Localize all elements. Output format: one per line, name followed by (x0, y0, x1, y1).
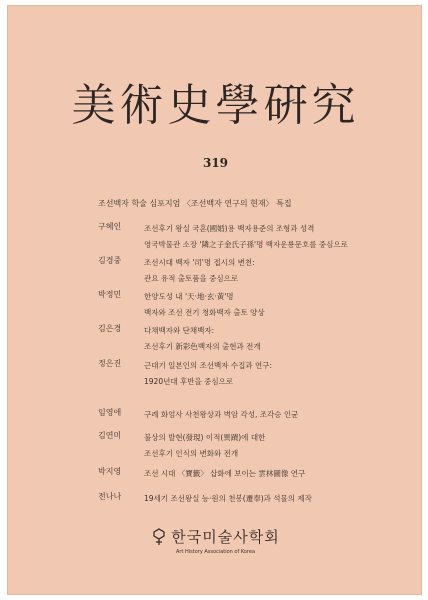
toc-author: 전나나 (98, 492, 122, 501)
toc-title-line: 구례 화엄사 사천왕상과 벽암 각성, 조각승 인균 (144, 410, 299, 419)
toc-author: 박지영 (98, 467, 122, 476)
journal-cover (7, 5, 422, 595)
toc-author: 정은진 (98, 359, 122, 368)
toc-author: 임영애 (98, 408, 122, 417)
toc-author: 김경중 (98, 256, 122, 265)
toc-author: 구혜인 (98, 222, 122, 231)
toc-author: 김연미 (98, 431, 122, 440)
toc-title-line: 조선후기 新彩色백자의 출현과 전개 (144, 342, 261, 351)
toc-title-line: 영국박물관 소장 '隣之子金氏子孫'명 백자운룡문호를 중심으로 (144, 240, 348, 249)
issue-number: 319 (202, 156, 229, 170)
toc-title-line: 한양도성 내 '天·地·玄·黃'명 (144, 292, 234, 301)
publisher-name-english: Art History Association of Korea (175, 549, 256, 555)
publisher-block (8, 526, 423, 555)
publisher-name: 한국미술사학회 (171, 528, 280, 546)
publisher-logo-icon (151, 528, 167, 546)
special-section-heading: 조선백자 학술 심포지엄 〈조선백자 연구의 현재〉 특집 (98, 199, 292, 208)
toc-author: 박정민 (98, 290, 122, 299)
toc-title-line: 19세기 조선왕실 능·원의 천봉(遷奉)과 석물의 제작 (144, 494, 312, 503)
table-of-contents (8, 6, 423, 596)
toc-author: 김은경 (98, 324, 122, 333)
toc-title-line: 조선 시대 〈寶籤〉 삽화에 보이는 雲林圖像 연구 (144, 469, 306, 478)
toc-title-line: 조선시대 백자 '司'명 접시의 변천: (144, 258, 255, 267)
toc-title-line: 관요 유적 출토품을 중심으로 (144, 274, 239, 283)
toc-title-line: 다채백자와 단채백자: (144, 326, 215, 335)
toc-title-line: 백자와 조선 전기 청화백자 출토 양상 (144, 308, 265, 317)
toc-title-line: 조선후기 인식의 변화와 전개 (144, 449, 239, 458)
toc-title-line: 불상의 발현(發現) 이적(異蹟)에 대한 (144, 433, 266, 442)
journal-title: 美術史學硏究 (71, 80, 360, 131)
toc-title-line: 1920년대 후반을 중심으로 (144, 377, 234, 386)
toc-title-line: 조선후기 왕실 국혼(國婚)용 백자용준의 조형과 성격 (144, 224, 315, 233)
toc-title-line: 근대기 일본인의 조선백자 수집과 연구: (144, 361, 272, 370)
